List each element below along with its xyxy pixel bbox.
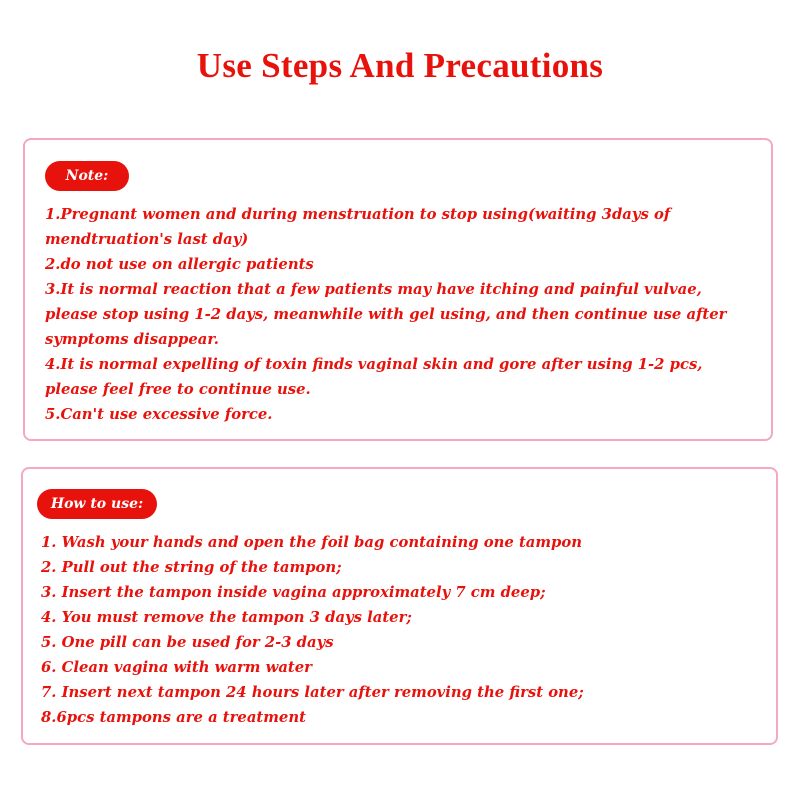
page-title: Use Steps And Precautions [196,46,604,85]
step-item-3: 3. Insert the tampon inside vagina approximately 7 cm deep; [41,584,546,601]
step-item-1: 1. Wash your hands and open the foil bag containing one tampon [41,534,583,551]
step-item-2: 2. Pull out the string of the tampon; [41,559,342,576]
step-item-5: 5. One pill can be used for 2-3 days [41,634,334,651]
note-label-badge: Note: [45,161,129,191]
note-item-4: 4.It is normal expelling of toxin finds vaginal skin and gore after using 1-2 pcs, please feel free to continue use. [45,356,703,398]
note-item-5: 5.Can't use excessive force. [45,406,273,423]
how-to-use-label-badge: How to use: [37,489,157,519]
note-list [45,202,751,427]
note-item-3: 3.It is normal reaction that a few patients may have itching and painful vulvae, please stop using 1-2 days, meanwhile with gel using, and then continue use after symptoms disappear. [45,281,727,348]
step-item-4: 4. You must remove the tampon 3 days later; [41,609,412,626]
step-item-6: 6. Clean vagina with warm water [41,659,312,676]
how-to-use-panel [21,467,778,745]
note-item-2: 2.do not use on allergic patients [45,256,314,273]
note-item-1: 1.Pregnant women and during menstruation to stop using(waiting 3days of mendtruation's last day) [45,206,671,248]
step-item-8: 8.6pcs tampons are a treatment [41,709,306,726]
how-to-use-list [41,530,757,730]
step-item-7: 7. Insert next tampon 24 hours later after removing the first one; [41,684,584,701]
note-panel [23,138,773,441]
